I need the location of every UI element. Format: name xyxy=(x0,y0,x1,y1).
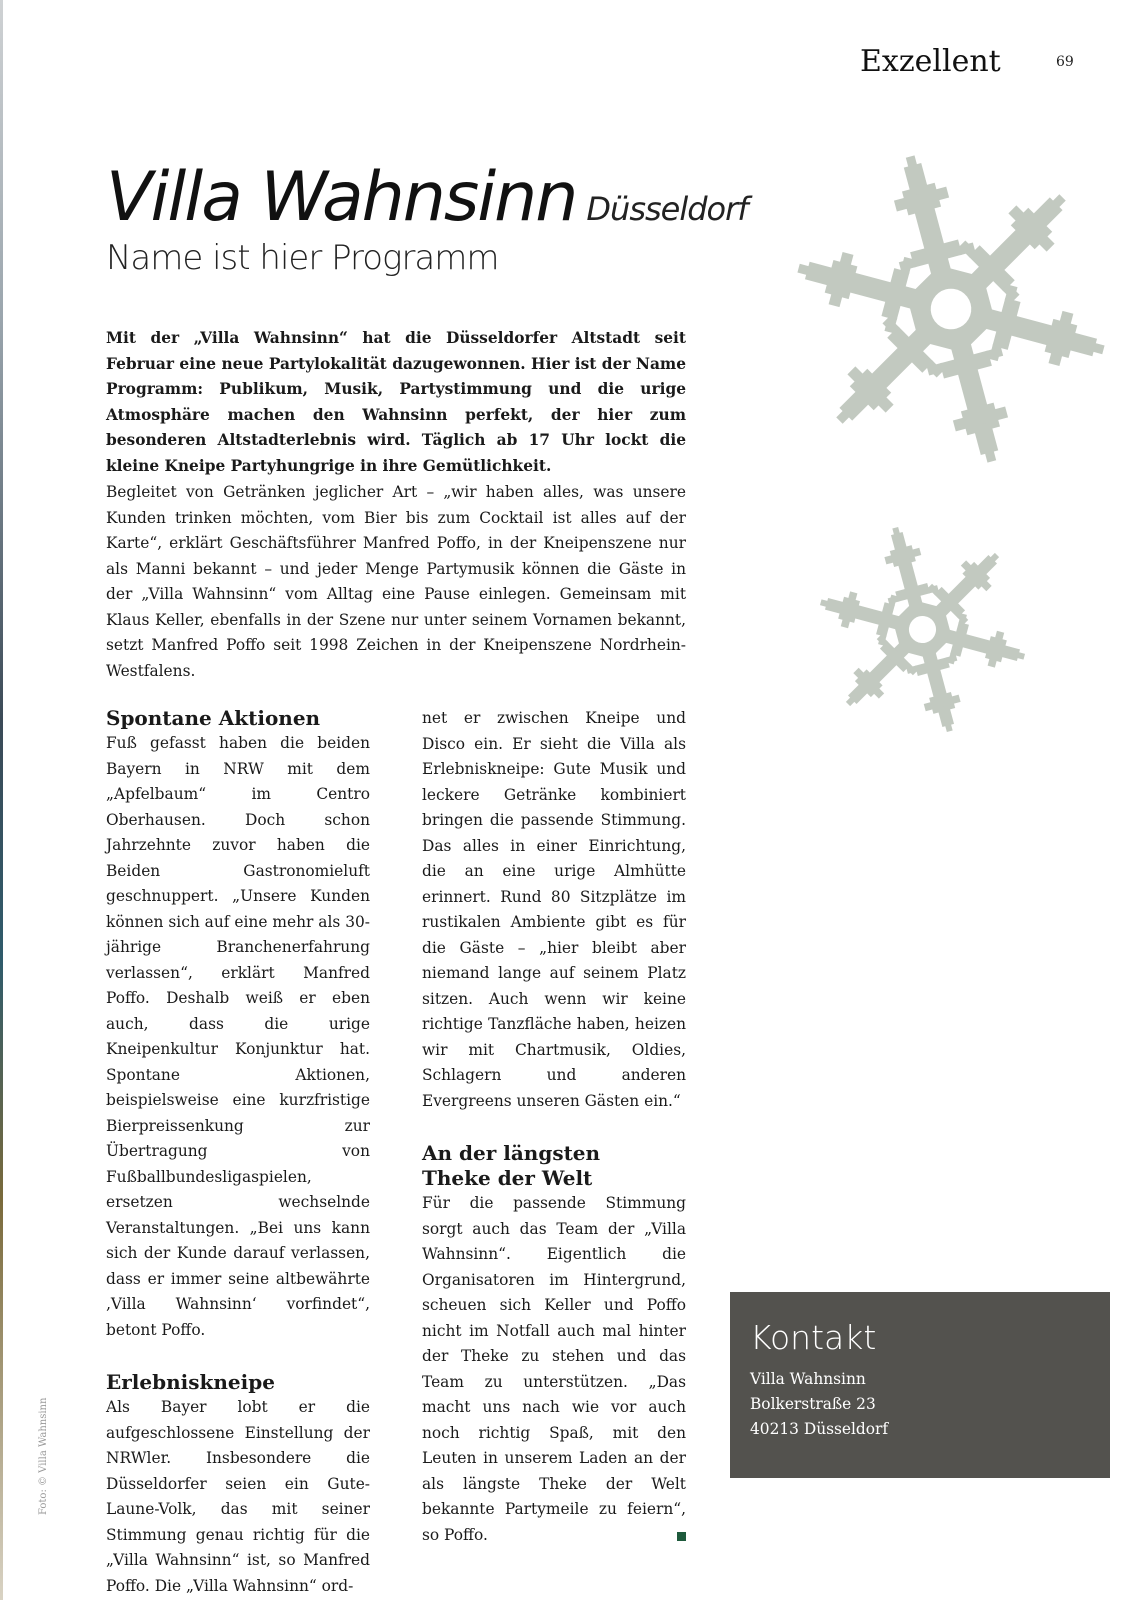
body-laengste-theke xyxy=(422,1191,686,1548)
kontakt-city: 40213 Düsseldorf xyxy=(750,1420,889,1438)
lead-paragraph: Mit der „Villa Wahnsinn“ hat die Düsseldorfer Altstadt seit Februar eine neue Partylokalität dazugewonnen. Hier ist der Name Programm: Publikum, Musik, Partystimmung und die urige Atmosphäre machen den Wahnsinn perfekt, der hier zum besonderen Altstadterlebnis wird. Täglich ab 17 Uhr lockt die kleine Kneipe Partyhungrige in ihre Gemütlichkeit. xyxy=(106,329,686,475)
heading-line-2: Theke der Welt xyxy=(422,1166,593,1190)
body-laengste-theke-text: Für die passende Stimmung sorgt auch das Team der „Villa Wahnsinn“. Eigentlich die Organisatoren im Hintergrund, scheuen sich Keller und Poffo nicht im Notfall auch mal hinter der Theke zu stehen und das Team zu unterstützen. „Das macht uns nach wie vor auch noch richtig Spaß, mit den Leuten in unserem Laden an der als längste Theke der Welt bekannte Partymeile zu feiern“, so Poffo. xyxy=(422,1194,686,1544)
heading-line-1: An der längsten xyxy=(422,1141,601,1165)
heading-spontane-aktionen: Spontane Aktionen xyxy=(106,706,321,730)
kontakt-box xyxy=(730,1292,1110,1478)
title-main: Villa Wahnsinn xyxy=(106,158,577,237)
snowflake-large-icon xyxy=(790,148,1112,470)
left-edge-strip xyxy=(0,0,3,1600)
kontakt-street: Bolkerstraße 23 xyxy=(750,1395,876,1413)
article-subtitle: Name ist hier Programm xyxy=(106,238,499,278)
title-city: Düsseldorf xyxy=(586,190,748,228)
section-title: Exzellent xyxy=(860,44,1001,79)
snowflake-small-icon xyxy=(815,522,1030,737)
column-left xyxy=(106,706,370,1599)
article-title xyxy=(106,158,748,237)
page-number: 69 xyxy=(1056,54,1074,70)
column-right xyxy=(422,706,686,1548)
heading-erlebniskneipe: Erlebniskneipe xyxy=(106,1370,275,1394)
body-erlebniskneipe-part2: net er zwischen Kneipe und Disco ein. Er sieht die Villa als Erlebniskneipe: Gute Musik und leckere Getränke kombiniert bringen die passende Stimmung. Das alles in einer Einrichtung, die an eine urige Almhütte erinnert. Rund 80 Sitzplätze im rustikalen Ambiente gibt es für die Gäste – „hier bleibt aber niemand lange auf seinem Platz sitzen. Auch wenn wir keine richtige Tanzfläche haben, heizen wir mit Chartmusik, Oldies, Schlagern und anderen Evergreens unseren Gästen ein.“ xyxy=(422,709,686,1110)
body-spontane-aktionen: Fuß gefasst haben die beiden Bayern in NRW mit dem „Apfelbaum“ im Centro Oberhausen. Doch schon Jahrzehnte zuvor haben die Beiden Gastronomieluft geschnuppert. „Unsere Kunden können sich auf eine mehr als 30-jährige Branchenerfahrung verlassen“, erklärt Manfred Poffo. Deshalb weiß er eben auch, dass die urige Kneipenkultur Konjunktur hat. Spontane Aktionen, beispielsweise eine kurzfristige Bierpreissenkung zur Übertragung von Fußballbundesligaspielen, ersetzen wechselnde Veranstaltungen. „Bei uns kann sich der Kunde darauf verlassen, dass er immer seine altbewährte ‚Villa Wahnsinn‘ vorfindet“, betont Poffo. xyxy=(106,734,370,1339)
kontakt-name: Villa Wahnsinn xyxy=(750,1370,866,1388)
kontakt-heading: Kontakt xyxy=(750,1318,877,1357)
end-mark-icon xyxy=(677,1532,686,1541)
body-erlebniskneipe-part1: Als Bayer lobt er die aufgeschlossene Einstellung der NRWler. Insbesondere die Düsseldorfer seien ein Gute-Laune-Volk, das mit seiner Stimmung genau richtig für die „Villa Wahnsinn“ ist, so Manfred Poffo. Die „Villa Wahnsinn“ ord- xyxy=(106,1398,370,1595)
heading-laengste-theke xyxy=(422,1141,686,1191)
intro-paragraph: Begleitet von Getränken jeglicher Art – „wir haben alles, was unsere Kunden trinken möchten, vom Bier bis zum Cocktail ist alles auf der Karte“, erklärt Geschäftsführer Manfred Poffo, in der Kneipenszene nur als Manni bekannt – und jeder Menge Partymusik können die Gäste in der „Villa Wahnsinn“ vom Alltag eine Pause einlegen. Gemeinsam mit Klaus Keller, ebenfalls in der Szene nur unter seinem Vornamen bekannt, setzt Manfred Poffo seit 1998 Zeichen in der Kneipenszene Nordrhein-Westfalens. xyxy=(106,483,686,680)
photo-credit: Foto: © Villa Wahnsinn xyxy=(38,1397,49,1515)
